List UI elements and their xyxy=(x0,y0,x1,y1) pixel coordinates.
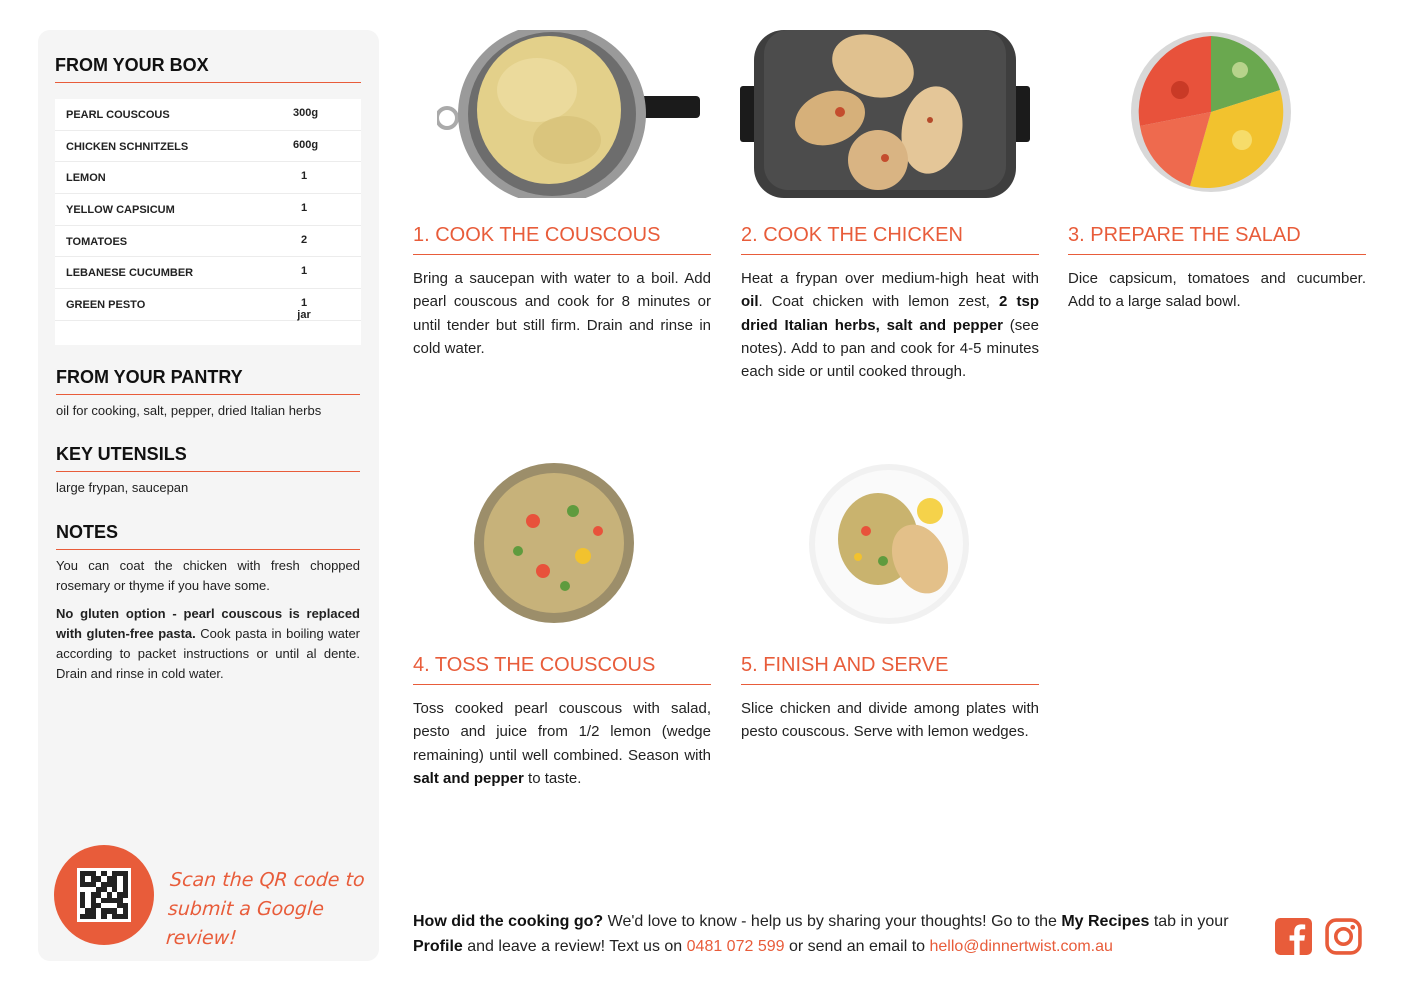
ingredients-sidebar xyxy=(38,30,379,961)
note-2-bold: No gluten option - pearl couscous is replaced with gluten-free pasta. xyxy=(56,606,360,641)
phone-link[interactable]: 0481 072 599 xyxy=(686,938,785,955)
instagram-icon[interactable] xyxy=(1325,918,1362,955)
qr-caption xyxy=(165,866,371,953)
footer-question: How did the cooking go? xyxy=(413,913,604,930)
step-4-text-part: Toss cooked pearl couscous with salad, pesto and juice from 1/2 lemon (wedge remaining) until well combined. Season with xyxy=(413,700,711,764)
footer-text: and leave a review! Text us on xyxy=(462,938,687,955)
step-2-title: 2. COOK THE CHICKEN xyxy=(741,224,1039,255)
email-link[interactable]: hello@dinnertwist.com.au xyxy=(929,938,1113,955)
ingredient-name: GREEN PESTO xyxy=(66,299,146,312)
ingredient-row xyxy=(55,131,361,163)
ingredients-table xyxy=(55,99,361,345)
step-4-text xyxy=(413,697,711,790)
step-2-bold: 2 tsp dried Italian herbs, salt and pepper xyxy=(741,293,1039,334)
step-2-text-part: . Coat chicken with lemon zest, xyxy=(758,293,1000,311)
plated-dish-image xyxy=(808,461,970,627)
step-1-text: Bring a saucepan with water to a boil. Add pearl couscous and cook for 8 minutes or until tender but still firm. Drain and rinse in cold water. xyxy=(413,270,711,357)
couscous-strainer-image xyxy=(437,30,702,198)
step-2-text-part: Heat a frypan over medium-high heat with xyxy=(741,270,1039,287)
qr-caption-line1: Scan the QR code to xyxy=(169,869,366,891)
note-2-rest: Cook pasta in boiling water according to packet instructions or until al dente. Drain and rinse in cold water. xyxy=(56,626,361,681)
step-4-bold: salt and pepper xyxy=(413,769,524,787)
qr-badge[interactable] xyxy=(54,845,154,945)
ingredient-name: YELLOW CAPSICUM xyxy=(66,204,175,217)
step-5-title: 5. FINISH AND SERVE xyxy=(741,654,1039,685)
qr-caption-line2: submit a Google review! xyxy=(165,898,325,949)
step-2-bold: oil xyxy=(741,293,759,311)
ingredient-row xyxy=(55,194,361,226)
step-2-text-part: (see notes). Add to pan and cook for 4-5 minutes each side or until cooked through. xyxy=(741,316,1039,381)
ingredient-row xyxy=(55,162,361,194)
tossed-couscous-image xyxy=(473,461,635,625)
ingredient-qty: 600g xyxy=(293,138,319,151)
qr-code-icon[interactable] xyxy=(77,868,131,922)
step-5-text: Slice chicken and divide among plates with pesto couscous. Serve with lemon wedges. xyxy=(741,700,1039,741)
ingredient-name: CHICKEN SCHNITZELS xyxy=(66,140,189,153)
ingredient-qty: 2 xyxy=(300,233,308,246)
diced-salad-image xyxy=(1130,30,1292,194)
ingredient-row xyxy=(55,257,361,289)
footer-text: tab in your xyxy=(1149,913,1229,930)
step-3-text: Dice capsicum, tomatoes and cucumber. Add to a large salad bowl. xyxy=(1068,270,1366,311)
ingredient-name: LEBANESE CUCUMBER xyxy=(66,267,194,280)
note-2 xyxy=(56,604,360,684)
footer-text: or send an email to xyxy=(784,938,930,955)
ingredient-row xyxy=(55,226,361,258)
footer-profile: Profile xyxy=(413,938,463,955)
ingredient-row xyxy=(55,289,361,321)
ingredient-row xyxy=(55,99,361,131)
pantry-title: FROM YOUR PANTRY xyxy=(56,367,360,395)
utensils-text: large frypan, saucepan xyxy=(56,480,189,495)
ingredient-name: LEMON xyxy=(66,172,106,185)
box-title: FROM YOUR BOX xyxy=(55,55,361,83)
footer-my-recipes: My Recipes xyxy=(1061,913,1150,930)
ingredient-qty: 1 xyxy=(300,265,308,278)
ingredient-qty: 1 xyxy=(300,170,308,183)
utensils-title: KEY UTENSILS xyxy=(56,444,360,472)
step-2-text xyxy=(741,267,1039,383)
ingredient-qty: 1 xyxy=(300,202,308,215)
footer-text: We'd love to know - help us by sharing your thoughts! Go to the xyxy=(603,913,1062,930)
review-footer xyxy=(413,909,1263,959)
ingredient-qty: 300g xyxy=(293,107,319,119)
ingredient-name: TOMATOES xyxy=(66,235,128,248)
notes-title: NOTES xyxy=(56,522,360,550)
step-3-title: 3. PREPARE THE SALAD xyxy=(1068,224,1366,255)
step-4-title: 4. TOSS THE COUSCOUS xyxy=(413,654,711,685)
step-1-title: 1. COOK THE COUSCOUS xyxy=(413,224,711,255)
note-1: You can coat the chicken with fresh chopped rosemary or thyme if you have some. xyxy=(56,558,360,593)
ingredient-name: PEARL COUSCOUS xyxy=(66,109,170,121)
facebook-icon[interactable] xyxy=(1275,918,1312,955)
chicken-frypan-image xyxy=(740,30,1030,198)
ingredient-qty: 1 jar xyxy=(297,297,311,322)
pantry-text: oil for cooking, salt, pepper, dried Italian herbs xyxy=(56,403,322,418)
step-4-text-part: to taste. xyxy=(523,769,582,787)
qr-cell xyxy=(123,914,128,919)
